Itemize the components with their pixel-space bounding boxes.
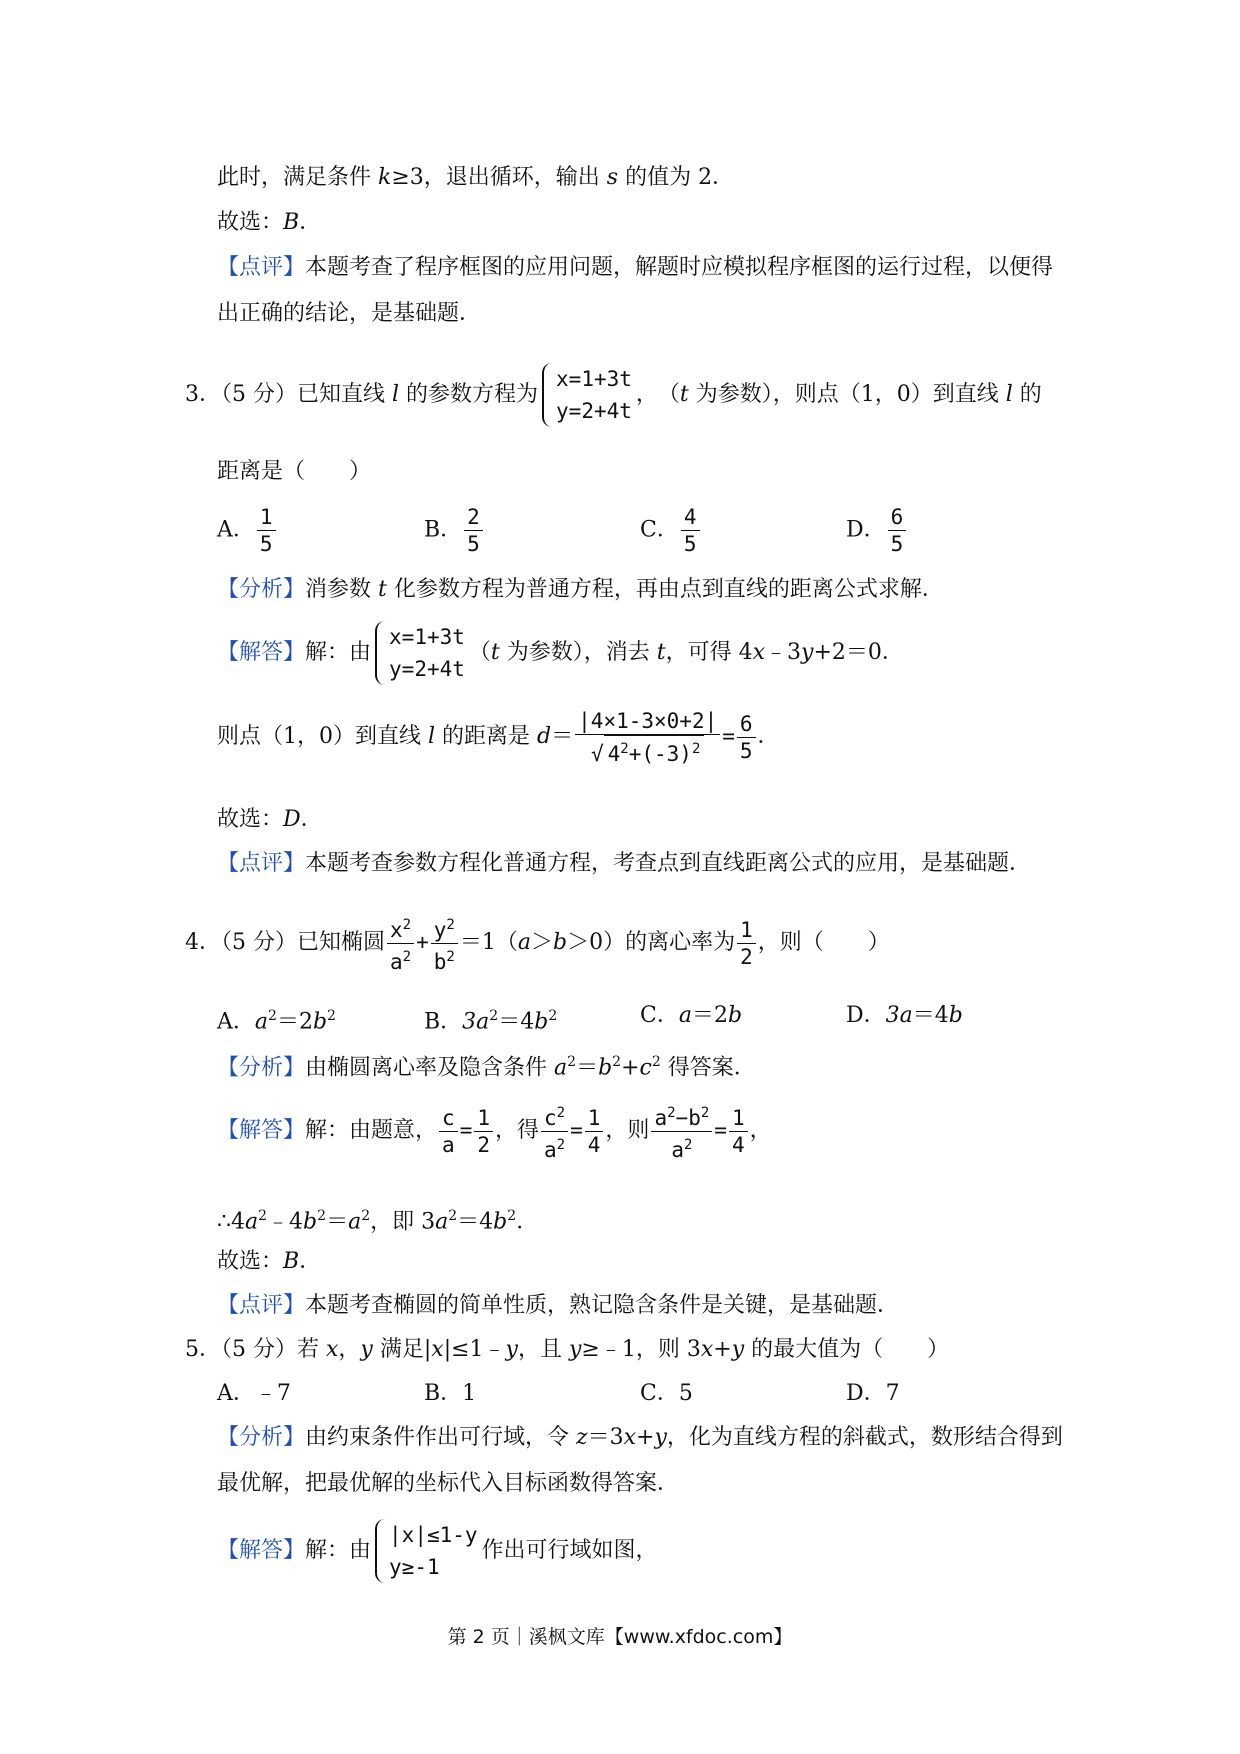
var-x: x [325,1337,339,1362]
choice-line [217,1248,321,1276]
fraction [464,504,483,557]
page-footer: 第 2 页｜溪枫文库【www.xfdoc.com】 [447,1626,793,1648]
text: +2＝0． [813,640,904,665]
option-label: C． [640,1003,679,1028]
text: ＝2 [276,1009,313,1035]
text: 的参数方程为 [399,382,539,407]
brace-icon [375,621,387,685]
option-a [217,504,278,557]
text: 解：由 [305,1538,372,1563]
exponent: 2 [268,1008,277,1024]
text: （ [468,640,491,665]
text: ≥3，退出循环，输出 [391,165,607,190]
option-label: D． [846,517,886,543]
analysis-tag: 【分析】 [217,1055,306,1081]
text: 最优解，把最优解的坐标代入目标函数得答案． [217,1471,680,1496]
option-d [846,1002,963,1030]
text: ． [300,807,323,832]
choice-line [217,209,321,237]
text: 距离是（ ） [217,459,372,484]
denominator: 4 [587,1132,601,1157]
var-y: y [360,1337,373,1362]
text: b [727,1003,743,1028]
choice-letter: B [283,1249,300,1274]
option-label: B． [424,517,463,543]
analysis-tag: 【分析】 [217,1425,306,1450]
numerator: 1 [585,1105,604,1132]
var-y: y [505,1337,518,1362]
exponent: 2 [361,1208,371,1224]
numerator: 4 [681,504,700,531]
sqrt-body [604,735,705,767]
numerator: 6 [737,711,756,738]
numerator: 1 [257,504,276,531]
text: b [312,1009,328,1035]
var-y: y [568,1337,582,1362]
equation-row: |x|≤1-y [389,1523,478,1547]
result-fraction [737,711,756,764]
text: ， （ [635,382,680,407]
equation-system [375,621,465,685]
option-value: 5 [678,1381,693,1406]
exponent: 2 [556,1104,566,1121]
exponent: 2 [489,1008,499,1024]
equation-row: x=1+3t [389,625,465,649]
text: b [688,1105,701,1130]
fraction-x2-a2 [387,912,414,975]
text: a [390,949,403,974]
denominator: 4 [731,1132,745,1157]
option-label: C． [640,1381,679,1406]
text: |≤1﹣ [443,1337,506,1362]
option-d [846,1380,900,1408]
review-line [217,254,1053,282]
analysis-line [217,576,944,604]
fraction [257,504,276,557]
text: ＝4 [457,1209,494,1235]
text: ≥﹣1，则 3 [581,1337,701,1362]
numerator: 2 [464,504,483,531]
exponent: 2 [448,1208,458,1224]
text: ． [299,1249,322,1274]
exponent: 2 [258,1208,268,1224]
review-line-2 [217,300,481,328]
text: 故选： [217,807,284,832]
exponent: 2 [620,740,629,757]
fraction-y2-b2 [431,912,458,975]
option-label: A． [217,517,255,543]
text: ＞0）的离心率为 [567,930,736,955]
var-y: y [654,1425,667,1450]
fraction-a2b2-a2 [651,1100,712,1163]
text: ＞ [530,930,553,955]
text: 故选： [217,210,284,235]
text: 故选： [217,1249,284,1274]
exponent: 2 [667,1104,676,1121]
text: y [433,917,447,942]
exponent: 2 [700,1104,710,1121]
var-b: b [493,1209,508,1235]
text: ． [757,724,780,749]
solution-line [217,164,734,192]
option-label: D． [846,1381,886,1406]
text: 的最大值为（ ） [744,1337,950,1362]
numerator: 6 [888,504,907,531]
question-3-stem-2 [217,458,371,486]
text: ，即 3 [370,1209,436,1235]
option-label: A． [217,1009,255,1035]
denominator: 5 [467,532,480,556]
denominator: √ $4^2+(-3)^2$ [575,735,720,767]
var-b: b [598,1055,613,1081]
exponent: 2 [402,916,412,933]
text: ． [299,210,322,235]
text: ＝4 [498,1009,535,1035]
equation-row: y=2+4t [556,399,632,423]
review-tag: 【点评】 [217,255,306,280]
exponent: 2 [651,1054,661,1070]
var-a: a [554,1055,568,1081]
denominator: 5 [259,532,273,556]
text: a [654,1105,668,1130]
var-x: x [752,640,766,665]
var-y: y [731,1337,745,1362]
text: （5 分）若 [221,1337,326,1362]
exponent: 2 [317,1208,327,1224]
option-label: B． [424,1009,463,1035]
exponent: 2 [446,916,455,933]
equation-system [375,1519,478,1583]
distance-line: 则点（1，0）到直线 l 的距离是 d＝ $\frac{|4\times 1-3\times 0+2|}{√ 4^2+(-3)^2}$ = $\frac{6}{5}$ ． [217,708,780,766]
option-label: D． [846,1003,886,1028]
question-4-stem [185,910,890,975]
text: ， [338,1337,361,1362]
fraction [681,504,700,557]
var-x: x [623,1425,637,1450]
exponent: 2 [612,1054,622,1070]
question-number: 3． [185,382,221,407]
text: ＝ [326,1209,349,1235]
equation-system [542,363,632,427]
review-text: 本题考查了程序框图的应用问题，解题时应模拟程序框图的运行过程，以便得 [305,255,1054,280]
answer-tag: 【解答】 [217,1118,306,1143]
text: +(-3) [628,741,692,766]
text: a [544,1137,557,1162]
text: 解：由题意， [305,1118,438,1143]
text: = [714,1118,727,1142]
review-text: 本题考查椭圆的简单性质，熟记隐含条件是关键，是基础题． [305,1293,900,1318]
therefore-line [217,1202,538,1236]
text: a [671,1137,684,1162]
text: ＝3 [587,1425,624,1450]
option-label: B． [424,1381,463,1406]
var-x: x [700,1337,714,1362]
var-y: y [801,640,814,665]
answer-line [217,618,904,688]
equation-row: x=1+3t [556,367,632,391]
text: ，则 [605,1118,650,1143]
fraction-half [737,917,756,970]
text: 的距离是 [435,724,538,749]
exponent: 2 [683,1136,693,1153]
var-t: t [378,577,387,602]
text: ，化为直线方程的斜截式，数形结合得到 [666,1425,1063,1450]
text: 解：由 [305,640,372,665]
analysis-line [217,1424,1063,1452]
text: c [544,1105,557,1130]
question-3-stem [185,360,1042,430]
denominator: 5 [683,532,697,556]
numerator: c [439,1105,458,1132]
option-c [640,504,702,557]
fraction-1-2 [474,1105,493,1158]
answer-tag: 【解答】 [217,640,306,665]
review-tag: 【点评】 [217,1293,306,1318]
text: 得答案． [660,1055,756,1081]
exponent: 2 [556,1136,566,1153]
var-t: t [490,640,500,665]
var-a: a [348,1209,362,1235]
distance-fraction [575,708,720,767]
text: a [678,1003,692,1028]
numerator: |4×1-3×0+2| [575,708,720,735]
denominator: a [442,1132,455,1157]
var-c: c [639,1055,652,1081]
fraction [888,504,907,557]
text: + [621,1055,640,1081]
fraction-c2-a2 [541,1100,568,1163]
exponent: 2 [507,1208,517,1224]
text: = [570,1118,583,1142]
equation-row: y=2+4t [389,657,465,681]
text: 的 [1012,382,1042,407]
text: 消参数 [305,577,379,602]
exponent: 2 [402,948,412,965]
var-l: l [1005,382,1013,407]
review-tag: 【点评】 [217,851,306,876]
exponent: 2 [691,740,701,757]
text: （5 分）已知椭圆 [221,930,385,955]
text: 为参数），则点（1，0）到直线 [688,382,1006,407]
exponent: 2 [567,1054,577,1070]
var-a: a [435,1209,449,1235]
choice-letter: B [283,210,300,235]
var-x: x [431,1337,444,1362]
review-line [217,850,1031,878]
option-b [424,1002,557,1036]
text: ，得 [495,1118,540,1143]
analysis-tag: 【分析】 [217,577,306,602]
var-s: s [606,165,619,190]
text: 此时，满足条件 [217,165,378,190]
text: 3a [462,1009,490,1035]
text: 4 [607,741,621,766]
text: ． [516,1209,539,1235]
text: 由约束条件作出可行域，令 [305,1425,577,1450]
text: ﹣4 [267,1209,304,1235]
text: ∴4 [217,1209,245,1235]
answer-line [217,1098,772,1163]
var-l: l [391,382,400,407]
analysis-line-2 [217,1470,679,1498]
text: 化参数方程为普通方程，再由点到直线的距离公式求解． [386,577,944,602]
var-d: d [537,724,552,749]
question-5-stem [185,1336,949,1364]
option-value: 1 [462,1381,477,1406]
var-b: b [552,930,568,955]
text: + [713,1337,732,1362]
option-a [217,1002,336,1036]
text: ＝1（ [459,930,518,955]
text: b [948,1003,963,1028]
var-t: t [679,382,689,407]
text: ＝ [576,1055,599,1081]
text: ，可得 4 [665,640,753,665]
answer-tag: 【解答】 [217,1538,306,1563]
text: ＝4 [912,1003,949,1028]
var-l: l [428,724,436,749]
denominator: 5 [739,738,753,763]
option-label: C． [640,517,679,543]
text: ， [749,1118,772,1143]
text: 由椭圆离心率及隐含条件 [305,1055,555,1081]
text: 的值为 2． [618,165,735,190]
var-a: a [517,930,531,955]
review-text: 出正确的结论，是基础题． [217,301,482,326]
option-label: A． [217,1381,255,1406]
brace-icon [375,1519,387,1583]
numerator: 1 [737,917,756,944]
question-number: 5． [185,1337,221,1362]
answer-line [217,1516,658,1586]
var-a: a [245,1209,259,1235]
text: b [534,1009,549,1035]
fraction-c-a [439,1105,458,1158]
option-b [424,504,485,557]
question-number: 4． [185,930,221,955]
text: ﹣3 [765,640,802,665]
numerator: 1 [474,1105,493,1132]
option-b [424,1380,476,1408]
text: = [459,1118,473,1142]
text: ，则（ ） [757,930,890,955]
text: 为参数），消去 [499,640,657,665]
var-z: z [576,1425,588,1450]
choice-letter: D [283,807,301,832]
text: b [433,949,447,974]
denominator: 2 [477,1132,490,1157]
choice-line [217,806,323,834]
denominator: 5 [890,532,904,556]
option-c [640,1002,742,1030]
text: ，且 [517,1337,569,1362]
exponent: 2 [327,1008,336,1024]
exponent: 2 [446,948,455,965]
text: x [390,917,403,942]
text: 满足| [372,1337,432,1362]
var-k: k [378,165,392,190]
text: （5 分）已知直线 [221,382,392,407]
text: ＝2 [691,1003,728,1028]
equation-row: y≥-1 [389,1555,440,1579]
var-t: t [656,640,666,665]
numerator: 1 [729,1105,748,1132]
text: − [675,1105,689,1130]
text: 则点（1，0）到直线 [217,724,428,749]
option-c [640,1380,693,1408]
exponent: 2 [548,1008,558,1024]
var-b: b [303,1209,318,1235]
text: a [254,1009,269,1035]
review-text: 本题考查参数方程化普通方程，考查点到直线距离公式的应用，是基础题． [305,851,1032,876]
text: ＝ [551,724,574,749]
text: 3a [885,1003,913,1028]
text: + [416,930,429,954]
option-value: ﹣7 [254,1381,291,1406]
denominator: 2 [740,944,753,969]
fraction-1-4 [585,1105,604,1158]
text: 作出可行域如图， [481,1538,658,1563]
option-d [846,504,908,557]
option-a [217,1380,291,1408]
brace-icon [542,363,554,427]
review-line [217,1292,899,1320]
analysis-line [217,1048,756,1082]
option-value: 7 [885,1381,900,1406]
text: + [636,1425,655,1450]
fraction-1-4 [729,1105,748,1158]
